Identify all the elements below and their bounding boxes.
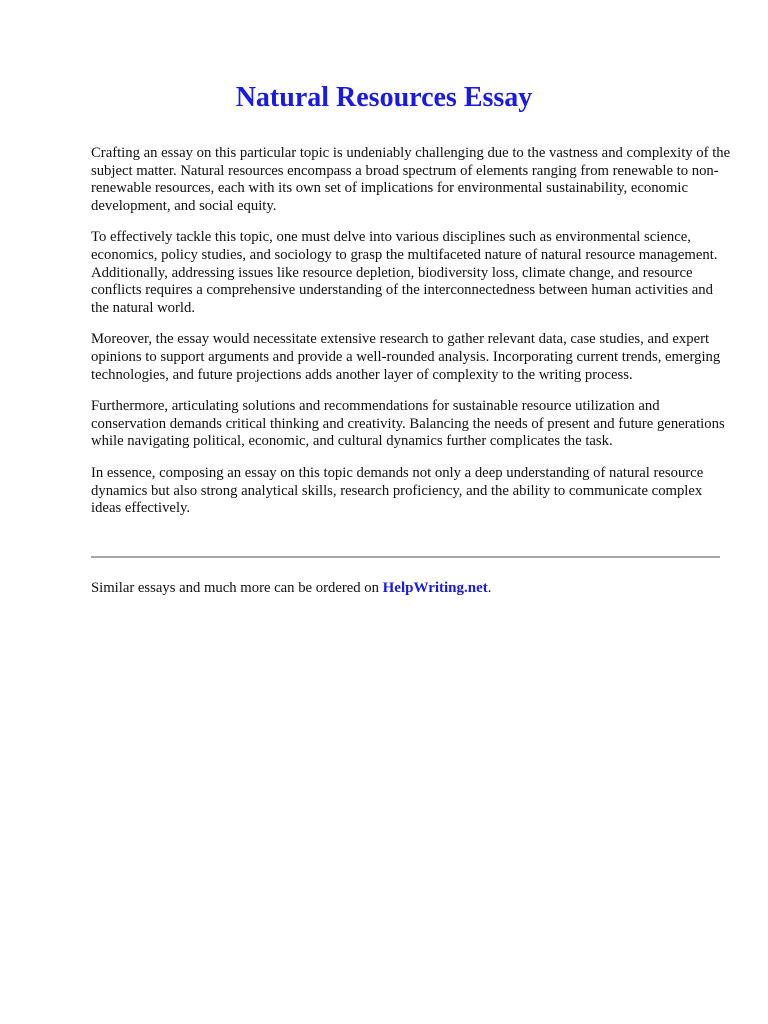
essay-body	[91, 145, 731, 532]
paragraph-1: Crafting an essay on this particular topic is undeniably challenging due to the vastness and complexity of the subject matter. Natural resources encompass a broad spectrum of elements ranging from renewable to non-renewable resources, each with its own set of implications for environmental sustainability, economic development, and social equity.	[91, 145, 731, 214]
paragraph-5: In essence, composing an essay on this topic demands not only a deep understanding of natural resource dynamics but also strong analytical skills, research proficiency, and the ability to communicate complex ideas effectively.	[91, 464, 704, 517]
horizontal-divider	[91, 556, 720, 558]
paragraph-4: Furthermore, articulating solutions and recommendations for sustainable resource utilization and conservation demands critical thinking and creativity. Balancing the needs of present and future generations while navigating political, economic, and cultural dynamics further complicates the task.	[91, 398, 725, 450]
paragraph-2: To effectively tackle this topic, one must delve into various disciplines such as environmental science, economics, policy studies, and sociology to grasp the multifaceted nature of natural resource management. Additionally, addressing issues like resource depletion, biodiversity loss, climate change, and resource conflicts requires a comprehensive understanding of the interconnectedness between human activities and the natural world.	[91, 229, 718, 316]
page-title: Natural Resources Essay	[235, 82, 533, 113]
footer-note	[91, 578, 491, 598]
footer-text: Similar essays and much more can be ordered on	[91, 580, 383, 596]
footer-period: .	[487, 580, 492, 596]
paragraph-3: Moreover, the essay would necessitate extensive research to gather relevant data, case studies, and expert opinions to support arguments and provide a well-rounded analysis. Incorporating current trends, emerging technologies, and future projections adds another layer of complexity to the writing process.	[91, 331, 721, 383]
helpwriting-link[interactable]: HelpWriting.net	[382, 580, 488, 596]
